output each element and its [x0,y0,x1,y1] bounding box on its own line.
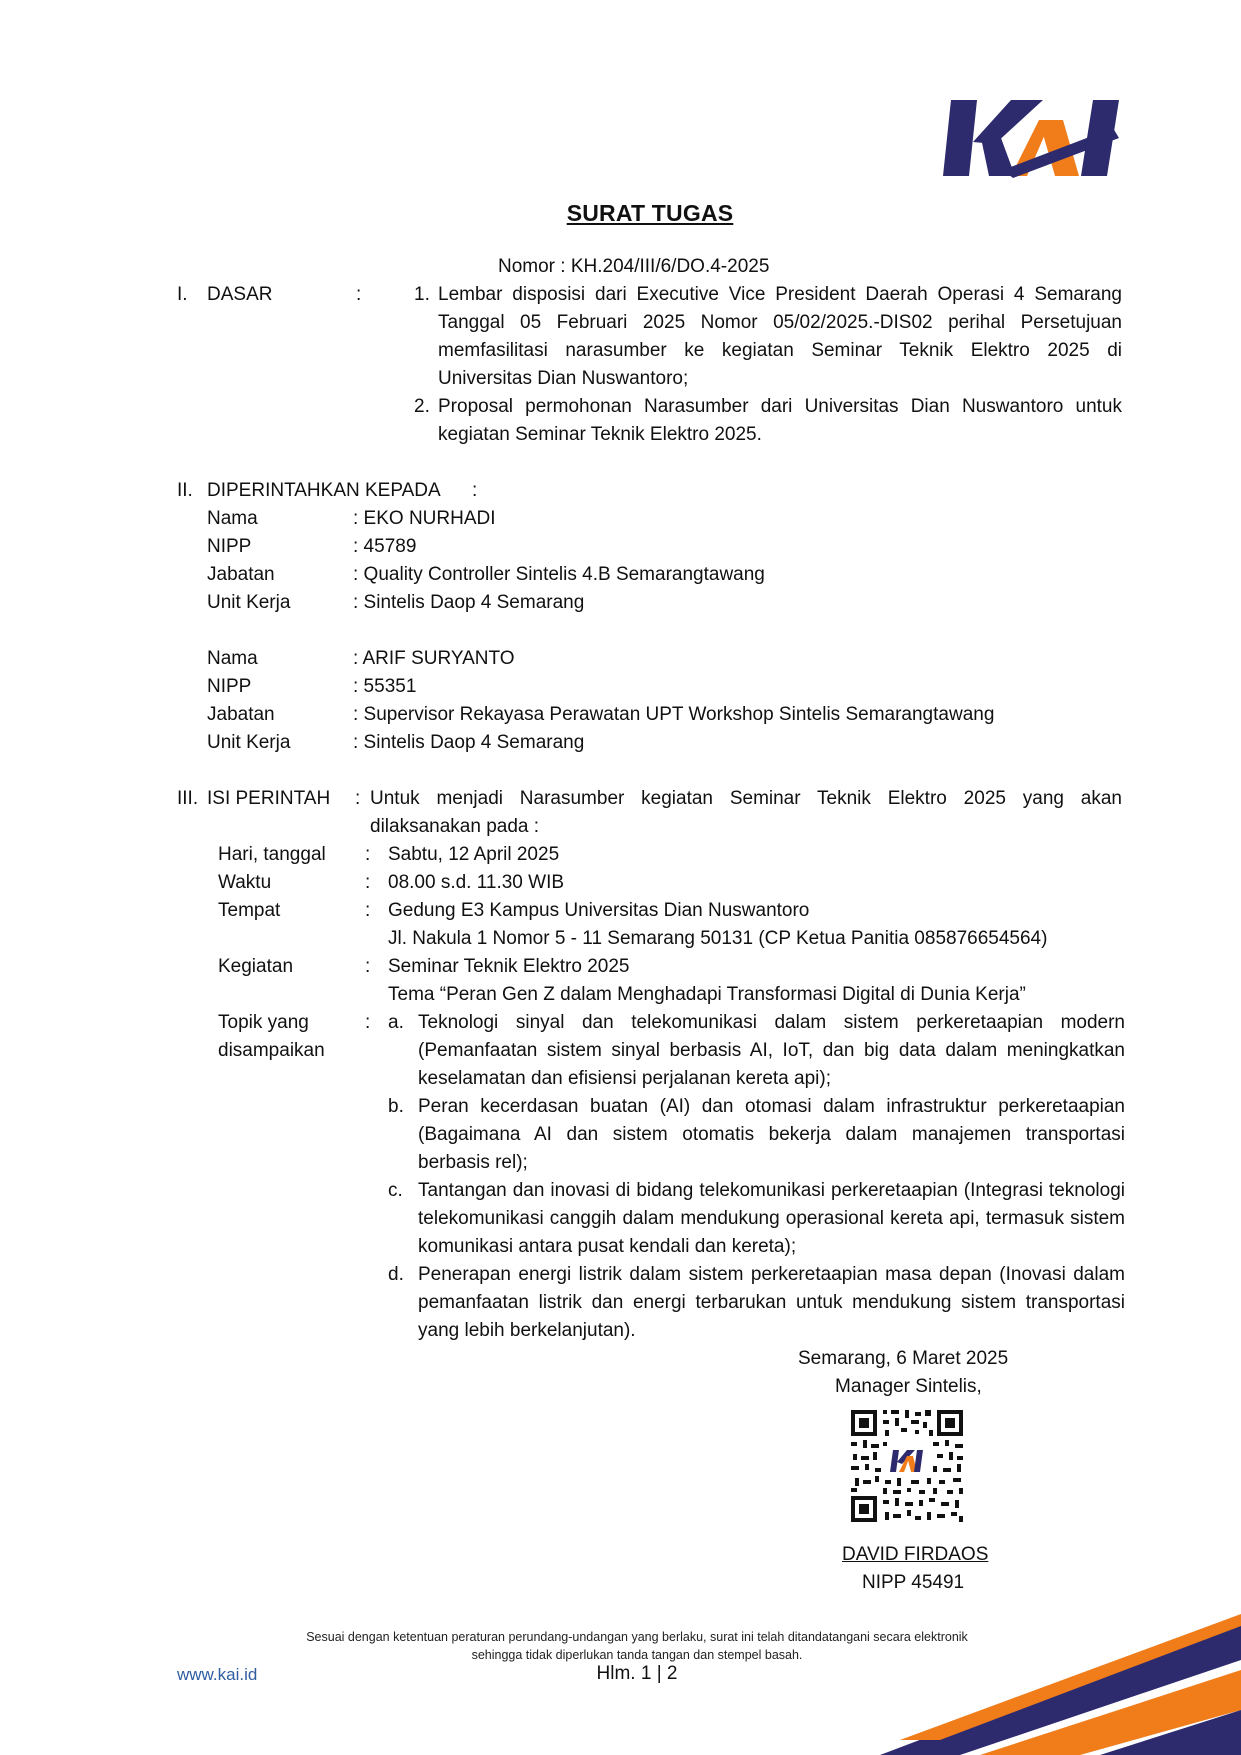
tempat-address: Jl. Nakula 1 Nomor 5 - 11 Semarang 50131 (CP Ketua Panitia 085876654564) [388,928,1048,949]
person-field-label: NIPP [207,536,252,557]
signatory-name: DAVID FIRDAOS [842,1544,989,1565]
section-roman-1: I. [177,284,188,305]
waktu-label: Waktu [218,872,272,893]
person-nipp: : 55351 [353,676,417,697]
dasar-colon: : [356,284,362,305]
person-name: : ARIF SURYANTO [353,648,515,669]
hari-label: Hari, tanggal [218,844,326,865]
dasar-item-text: Proposal permohonan Narasumber dari Universitas Dian Nuswantoro untuk kegiatan Seminar Teknik Elektro 2025. [438,396,1122,445]
signature-position: Manager Sintelis, [835,1376,982,1397]
topic-text: Tantangan dan inovasi di bidang telekomunikasi perkeretaapian (Integrasi teknologi telekomunikasi canggih dalam mendukung operasional kereta api, termasuk sistem komunikasi antara pusat kendali dan kereta); [418,1180,1125,1257]
topic-text: Peran kecerdasan buatan (AI) dan otomasi dalam infrastruktur perkeretaapian (Bagaimana AI dan sistem otomatis bekerja dalam manajemen transportasi berbasis rel); [418,1096,1125,1173]
topic-letter: c. [388,1180,403,1201]
hari-colon: : [365,844,371,865]
person-name: : EKO NURHADI [353,508,496,529]
footer-note-line: sehingga tidak diperlukan tanda tangan dan stempel basah. [471,1648,803,1662]
qr-code-icon [849,1408,965,1524]
dasar-item-text: Lembar disposisi dari Executive Vice President Daerah Operasi 4 Semarang Tanggal 05 Februari 2025 Nomor 05/02/2025.-DIS02 perihal Persetujuan memfasilitasi narasumber ke kegiatan Seminar Teknik Elektro 2025 di Universitas Dian Nuswantoro; [438,284,1122,389]
document-title: SURAT TUGAS [566,200,734,226]
kai-logo [943,98,1123,180]
person-field-label: Unit Kerja [207,592,291,613]
page-number: Hlm. 1 | 2 [596,1663,678,1684]
person-unit: : Sintelis Daop 4 Semarang [353,592,585,613]
tempat-colon: : [365,900,371,921]
kegiatan-colon: : [365,956,371,977]
dasar-label: DASAR [207,284,273,305]
section-roman-2: II. [177,480,193,501]
kegiatan-theme: Tema “Peran Gen Z dalam Menghadapi Transformasi Digital di Dunia Kerja” [388,984,1026,1005]
topic-text: Teknologi sinyal dan telekomunikasi dalam sistem perkeretaapian modern (Pemanfaatan sistem sinyal berbasis AI, IoT, dan big data dalam meningkatkan keselamatan dan efisiensi perjalanan kereta api); [418,1012,1125,1089]
hari-value: Sabtu, 12 April 2025 [388,844,560,865]
tempat-value: Gedung E3 Kampus Universitas Dian Nuswantoro [388,900,810,921]
person-field-label: Jabatan [207,704,275,725]
person-jabatan: : Supervisor Rekayasa Perawatan UPT Workshop Sintelis Semarangtawang [353,704,995,725]
section-roman-3: III. [177,788,199,809]
signature-place-date: Semarang, 6 Maret 2025 [798,1348,1009,1369]
kegiatan-value: Seminar Teknik Elektro 2025 [388,956,630,977]
person-nipp: : 45789 [353,536,417,557]
isi-colon: : [355,788,361,809]
person-field-label: Nama [207,508,258,529]
tempat-label: Tempat [218,900,281,921]
signatory-nipp: NIPP 45491 [862,1572,965,1593]
person-field-label: NIPP [207,676,252,697]
diperintahkan-label: DIPERINTAHKAN KEPADA [207,480,441,501]
topik-label: disampaikan [218,1040,325,1061]
diperintahkan-colon: : [472,480,478,501]
topik-label: Topik yang [218,1012,309,1033]
topic-letter: d. [388,1264,404,1285]
dasar-item-number: 2. [414,396,430,417]
topic-text: Penerapan energi listrik dalam sistem perkeretaapian masa depan (Inovasi dalam pemanfaatan listrik dan energi terbarukan untuk mendukung sistem transportasi yang lebih berkelanjutan). [418,1264,1125,1341]
footer-note-line: Sesuai dengan ketentuan peraturan perundang-undangan yang berlaku, surat ini telah ditandatangani secara elektronik [306,1630,968,1644]
document-number: Nomor : KH.204/III/6/DO.4-2025 [498,256,770,277]
footer-note [0,1628,1241,1664]
topic-letter: a. [388,1012,404,1033]
topic-letter: b. [388,1096,404,1117]
isi-intro: Untuk menjadi Narasumber kegiatan Seminar Teknik Elektro 2025 yang akan [370,788,1122,809]
kegiatan-label: Kegiatan [218,956,294,977]
dasar-item-number: 1. [414,284,430,305]
person-field-label: Unit Kerja [207,732,291,753]
topik-colon: : [365,1012,371,1033]
waktu-colon: : [365,872,371,893]
person-jabatan: : Quality Controller Sintelis 4.B Semarangtawang [353,564,765,585]
person-field-label: Jabatan [207,564,275,585]
person-field-label: Nama [207,648,258,669]
isi-label: ISI PERINTAH [207,788,331,809]
waktu-value: 08.00 s.d. 11.30 WIB [388,872,565,893]
website-link[interactable]: www.kai.id [177,1665,258,1684]
isi-intro: dilaksanakan pada : [370,816,540,837]
person-unit: : Sintelis Daop 4 Semarang [353,732,585,753]
